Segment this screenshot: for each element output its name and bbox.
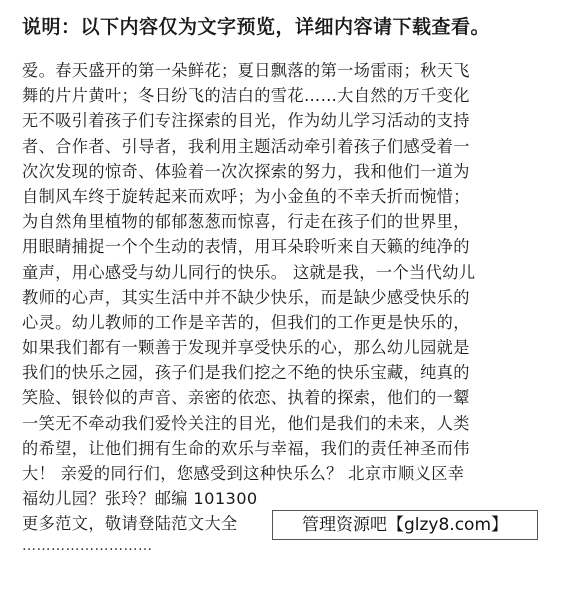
- body-line: 用眼睛捕捉一个个生动的表情，用耳朵聆听来自天籁的纯净的: [22, 237, 470, 257]
- body-line: 福幼儿园？张玲？邮编 101300: [22, 489, 258, 509]
- body-line: 心灵。幼儿教师的工作是辛苦的，但我们的工作更是快乐的，: [22, 312, 470, 332]
- body-line: 我们的快乐之园，孩子们是我们挖之不绝的快乐宝藏，纯真的: [22, 363, 470, 383]
- body-line: 无不吸引着孩子们专注探索的目光，作为幼儿学习活动的支持: [22, 111, 470, 131]
- document-body: [22, 58, 550, 537]
- body-line: 者、合作者、引导者，我利用主题活动牵引着孩子们感受着一: [22, 136, 470, 156]
- body-line: 大！ 亲爱的同行们，您感受到这种快乐么？ 北京市顺义区幸: [22, 464, 465, 483]
- site-watermark-banner: 管理资源吧【glzy8.com】: [272, 510, 538, 540]
- body-line: 笑脸、银铃似的声音、亲密的依恋、执着的探索，他们的一颦: [22, 388, 470, 408]
- body-line: 的希望，让他们拥有生命的欢乐与幸福，我们的责任神圣而伟: [22, 438, 470, 458]
- preview-notice: 说明：以下内容仅为文字预览，详细内容请下载查看。: [22, 16, 491, 38]
- body-line: 次次发现的惊奇、体验着一次次探索的努力，我和他们一道为: [22, 161, 470, 181]
- body-line: 舞的片片黄叶；冬日纷飞的洁白的雪花……大自然的万千变化: [22, 86, 470, 106]
- body-line: 爱。春天盛开的第一朵鲜花；夏日飘落的第一场雷雨；秋天飞: [22, 61, 470, 80]
- ellipsis-dots: ………………………: [22, 538, 153, 554]
- body-line: 教师的心声，其实生活中并不缺少快乐，而是缺少感受快乐的: [22, 287, 470, 307]
- body-line: 为自然角里植物的郁郁葱葱而惊喜，行走在孩子们的世界里，: [22, 212, 470, 232]
- body-line: 一笑无不牵动我们爱怜关注的目光，他们是我们的未来，人类: [22, 413, 470, 433]
- body-line: 自制风车终于旋转起来而欢呼；为小金鱼的不幸夭折而惋惜；: [22, 186, 470, 206]
- body-line: 更多范文，敬请登陆范文大全: [22, 514, 238, 534]
- body-line: 如果我们都有一颗善于发现并享受快乐的心，那么幼儿园就是: [22, 338, 470, 358]
- body-line: 童声，用心感受与幼儿同行的快乐。 这就是我，一个当代幼儿: [22, 262, 476, 282]
